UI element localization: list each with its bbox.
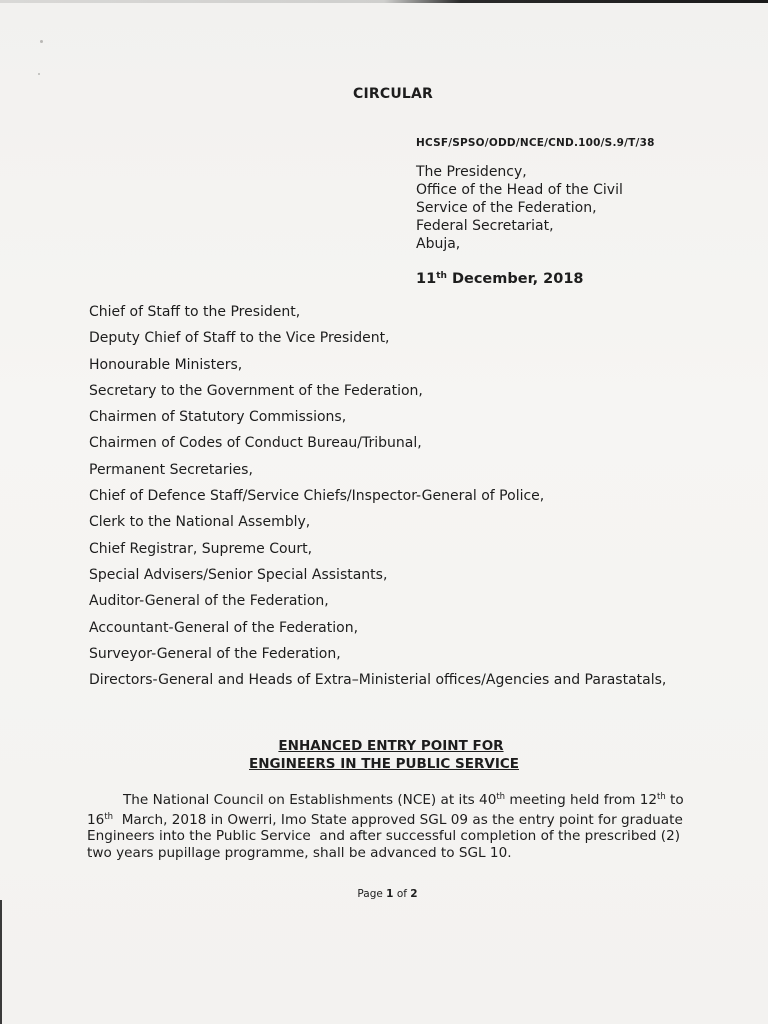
recipient-item: Clerk to the National Assembly,	[89, 514, 311, 531]
recipient-item: Auditor-General of the Federation,	[89, 593, 329, 610]
address-line: Abuja,	[416, 236, 461, 252]
date-day: 11	[416, 271, 437, 287]
date-rest: December, 2018	[446, 271, 584, 287]
sender-address	[416, 163, 623, 253]
recipient-item: Permanent Secretaries,	[89, 461, 253, 478]
body-paragraph	[87, 789, 693, 861]
scan-edge	[0, 0, 768, 3]
scan-speck	[40, 40, 43, 43]
recipient-item: Deputy Chief of Staff to the Vice President,	[89, 330, 390, 347]
recipient-item: Chief of Defence Staff/Service Chiefs/Inspector-General of Police,	[89, 488, 545, 505]
address-line: Federal Secretariat,	[416, 218, 554, 234]
ordinal-suffix: th	[496, 792, 506, 802]
ordinal-suffix: th	[657, 792, 666, 802]
recipient-item: Secretary to the Government of the Federation,	[89, 382, 423, 399]
recipient-item: Chief of Staff to the President,	[89, 304, 301, 320]
recipient-item: Special Advisers/Senior Special Assistants,	[89, 566, 388, 583]
page-of: of	[393, 888, 411, 900]
page-number: 1	[386, 888, 394, 900]
body-text: The National Council on Establishments (NCE) at its 40	[123, 792, 497, 808]
subject-line: ENHANCED ENTRY POINT FOR	[278, 738, 504, 754]
body-line: two years pupillage programme, shall be advanced to SGL 10.	[87, 844, 512, 861]
body-text: to	[665, 792, 684, 808]
body-line	[87, 809, 693, 829]
subject-line: ENGINEERS IN THE PUBLIC SERVICE	[249, 756, 519, 772]
document-date	[416, 271, 584, 287]
body-line	[87, 789, 693, 809]
address-line: The Presidency,	[416, 164, 527, 180]
subject-heading	[0, 737, 768, 773]
body-text: meeting held from 12	[505, 792, 657, 808]
recipient-item: Chairmen of Statutory Commissions,	[89, 409, 347, 426]
page-footer	[0, 888, 768, 900]
recipient-item: Directors-General and Heads of Extra–Ministerial offices/Agencies and Parastatals,	[89, 672, 667, 689]
recipient-list	[89, 302, 666, 696]
recipient-item: Honourable Ministers,	[89, 356, 243, 373]
recipient-item: Accountant-General of the Federation,	[89, 619, 359, 636]
body-line: Engineers into the Public Service and after successful completion of the prescribed (2)	[87, 828, 681, 844]
ordinal-suffix: th	[104, 811, 114, 822]
scan-speck	[38, 73, 40, 75]
body-text: March, 2018 in Owerri, Imo State approved SGL 09 as the entry point for graduate	[113, 811, 683, 828]
document-title: CIRCULAR	[353, 86, 434, 102]
body-text: 16	[87, 811, 105, 828]
recipient-item: Surveyor-General of the Federation,	[89, 645, 341, 662]
recipient-item: Chief Registrar, Supreme Court,	[89, 540, 313, 557]
reference-number: HCSF/SPSO/ODD/NCE/CND.100/S.9/T/38	[416, 137, 655, 149]
date-suffix: th	[436, 271, 447, 281]
recipient-item: Chairmen of Codes of Conduct Bureau/Tribunal,	[89, 435, 422, 452]
page-total: 2	[410, 888, 418, 900]
page-label: Page	[357, 888, 387, 900]
address-line: Office of the Head of the Civil	[416, 182, 623, 198]
address-line: Service of the Federation,	[416, 200, 597, 216]
scan-edge	[0, 900, 2, 1024]
